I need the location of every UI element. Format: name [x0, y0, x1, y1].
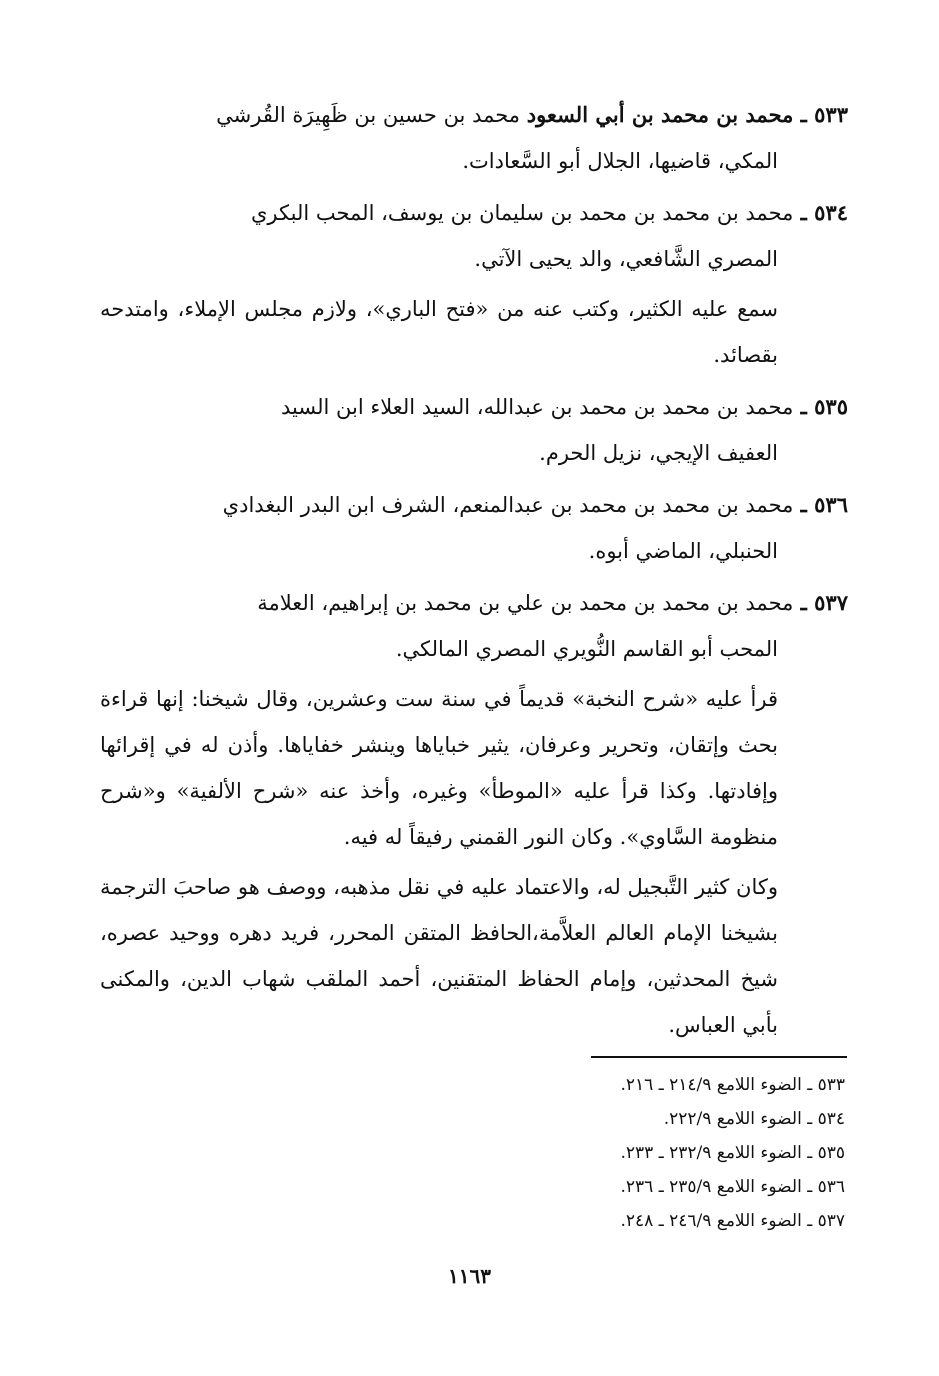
- entry-number: ٥٣٥: [814, 394, 848, 419]
- footnote-divider: [591, 1056, 847, 1058]
- entry-note: قرأ عليه «شرح النخبة» قديماً في سنة ست وعشرين، وقال شيخنا: إنها قراءة بحث وإتقان، وتحرير وعرفان، يثير خباياها وينشر خفاياها. وأذن له في إقرائها وإفادتها. وكذا قرأ عليه «الموطأ» وغيره، وأخذ عنه «شرح الألفية» و«شرح منظومة السَّاوي». وكان النور القمني رفيقاً له فيه.: [100, 687, 778, 849]
- footnote-line: ٥٣٧ ـ الضوء اللامع ٢٤٦/٩ ـ ٢٤٨.: [620, 1211, 845, 1231]
- entry-dash: ـ: [793, 492, 815, 517]
- entry-number: ٥٣٦: [814, 492, 848, 517]
- entry-dash: ـ: [793, 102, 815, 127]
- entry-note: وكان كثير التَّبجيل له، والاعتماد عليه في نقل مذهبه، ووصف هو صاحبَ الترجمة بشيخنا الإمام العالم العلاَّمة،الحافظ المتقن المحرر، فريد دهره ووحيد عصره، شيخ المحدثين، وإمام الحفاظ المتقنين، أحمد الملقب شهاب الدين، والمكنى بأبي العباس.: [100, 875, 778, 1037]
- entry-number: ٥٣٣: [814, 102, 848, 127]
- entry-dash: ـ: [793, 200, 815, 225]
- entry-name: محمد بن محمد بن محمد بن عبدالمنعم، الشرف ابن البدر البغدادي: [222, 493, 794, 517]
- page-body: [100, 92, 848, 1054]
- entry-number: ٥٣٧: [814, 590, 848, 615]
- entry-heading: [100, 580, 848, 626]
- entry-continuation: العفيف الإيجي، نزيل الحرم.: [539, 441, 778, 465]
- entry-continuation: الحنبلي، الماضي أبوه.: [588, 539, 778, 563]
- entry-dash: ـ: [793, 394, 815, 419]
- entry-name: محمد بن محمد بن محمد بن عبدالله، السيد العلاء ابن السيد: [281, 395, 794, 419]
- footnote-line: ٥٣٤ ـ الضوء اللامع ٢٢٢/٩.: [663, 1109, 845, 1129]
- entry-name: محمد بن محمد بن محمد بن سليمان بن يوسف، المحب البكري: [251, 201, 794, 225]
- page-number: ١١٦٣: [448, 1264, 491, 1288]
- entry-name: محمد بن حسين بن ظَهِيرَة القُرشي: [216, 103, 521, 127]
- entry-continuation: المكي، قاضيها، الجلال أبو السَّعادات.: [462, 149, 778, 173]
- entry-dash: ـ: [793, 590, 815, 615]
- biography-entry-535: [100, 384, 848, 476]
- entry-number: ٥٣٤: [814, 200, 848, 225]
- entry-note: سمع عليه الكثير، وكتب عنه من «فتح الباري»، ولازم مجلس الإملاء، وامتدحه بقصائد.: [100, 297, 778, 367]
- footnote-line: ٥٣٦ ـ الضوء اللامع ٢٣٥/٩ ـ ٢٣٦.: [620, 1177, 845, 1197]
- entry-heading: [100, 384, 848, 430]
- entry-name: محمد بن محمد بن محمد بن علي بن محمد بن إبراهيم، العلامة: [257, 591, 794, 615]
- entry-continuation: المحب أبو القاسم النُّويري المصري المالكي.: [395, 637, 778, 661]
- entry-heading: [100, 482, 848, 528]
- entry-continuation: المصري الشَّافعي، والد يحيى الآتي.: [474, 247, 778, 271]
- footnote-line: ٥٣٣ ـ الضوء اللامع ٢١٤/٩ ـ ٢١٦.: [620, 1075, 845, 1095]
- biography-entry-534: [100, 190, 848, 378]
- biography-entry-537: [100, 580, 848, 1048]
- biography-entry-533: [100, 92, 848, 184]
- footnote-line: ٥٣٥ ـ الضوء اللامع ٢٣٢/٩ ـ ٢٣٣.: [620, 1143, 845, 1163]
- entry-heading: [100, 92, 848, 138]
- biography-entry-536: [100, 482, 848, 574]
- footnotes: [425, 1068, 845, 1238]
- entry-name-bold: محمد بن محمد بن أبي السعود: [526, 102, 794, 127]
- entry-heading: [100, 190, 848, 236]
